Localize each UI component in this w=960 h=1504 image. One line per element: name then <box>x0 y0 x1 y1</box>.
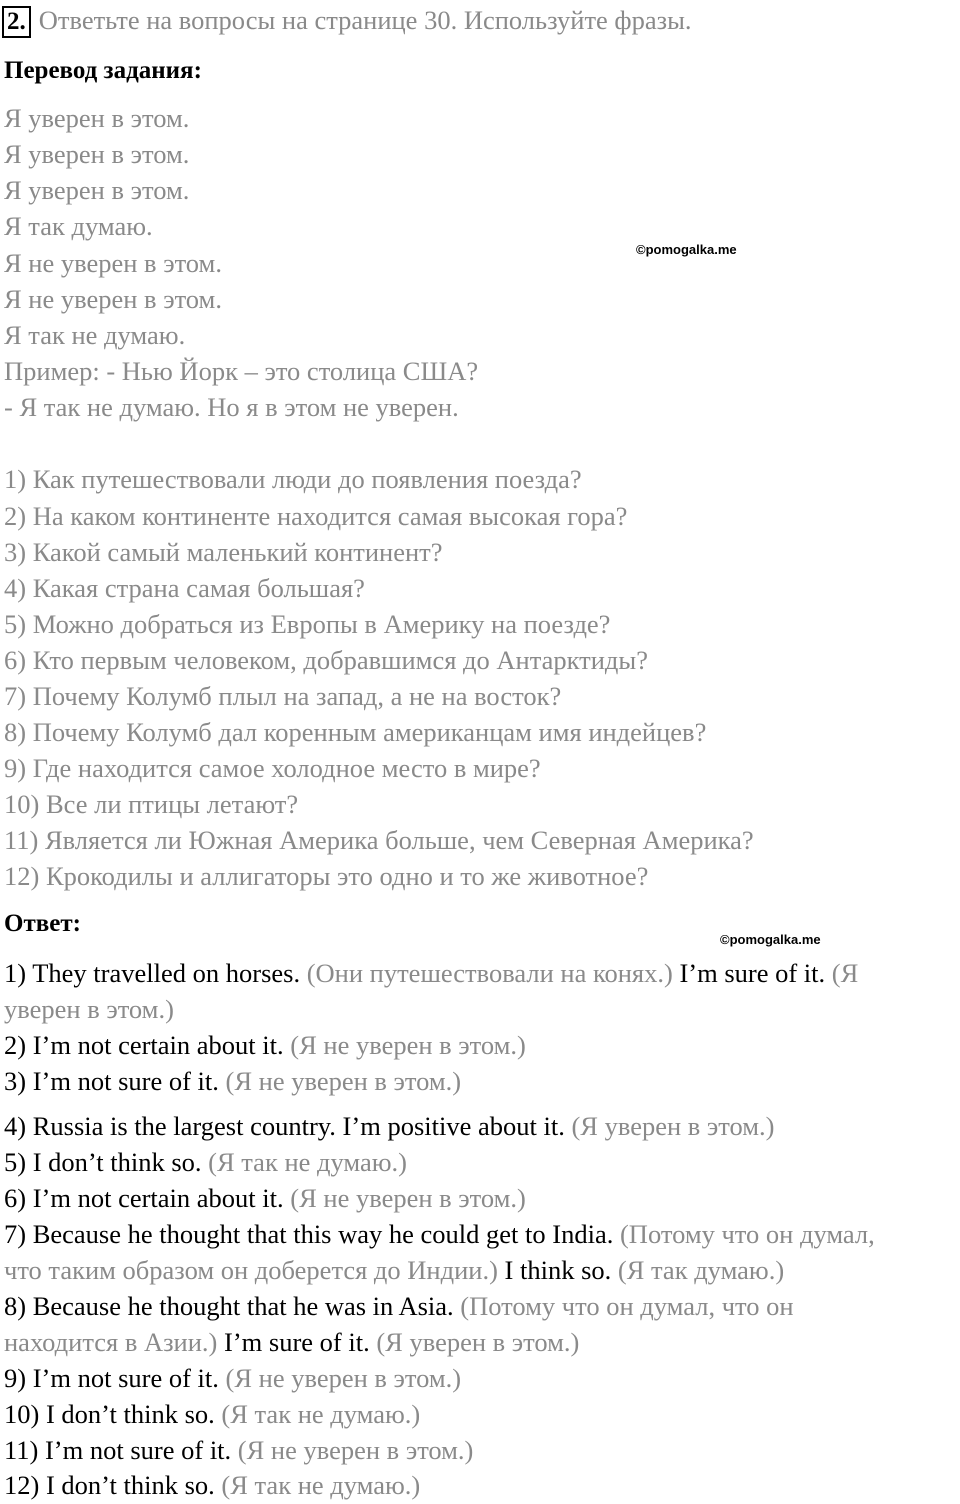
answer-translation: (Я так думаю.) <box>611 1255 785 1285</box>
answer-text: 10) I don’t think so. <box>4 1399 215 1429</box>
answer-8-continued <box>4 1324 579 1360</box>
answer-text: 7) Because he thought that this way he could get to India. <box>4 1219 614 1249</box>
question: 3) Какой самый маленький континент? <box>4 537 443 567</box>
answer-3 <box>4 1063 461 1099</box>
answer-7 <box>4 1216 875 1252</box>
question: 1) Как путешествовали люди до появления поезда? <box>4 464 582 494</box>
answer-text: 3) I’m not sure of it. <box>4 1066 219 1096</box>
example-question: Пример: - Нью Йорк – это столица США? <box>4 356 479 386</box>
answer-text: 6) I’m not certain about it. <box>4 1183 284 1213</box>
answer-text: 8) Because he thought that he was in Asia. <box>4 1291 454 1321</box>
answer-text: 9) I’m not sure of it. <box>4 1363 219 1393</box>
answer-text: I’m sure of it. <box>217 1327 370 1357</box>
task-header <box>2 2 692 38</box>
question: 11) Является ли Южная Америка больше, чем Северная Америка? <box>4 825 754 855</box>
answer-translation: (Я уверен в этом.) <box>564 1111 775 1141</box>
answer-text: I think so. <box>497 1255 612 1285</box>
answer-text: 2) I’m not certain about it. <box>4 1030 284 1060</box>
answer-text: 4) Russia is the largest country. I’m positive about it. <box>4 1111 565 1141</box>
answer-8 <box>4 1288 794 1324</box>
phrase: Я уверен в этом. <box>4 139 190 169</box>
question: 8) Почему Колумб дал коренным американцам имя индейцев? <box>4 717 707 747</box>
answer-translation: находится в Азии.) <box>4 1327 218 1357</box>
answer-text: 5) I don’t think so. <box>4 1147 202 1177</box>
answer-translation: (Я не уверен в этом.) <box>283 1030 526 1060</box>
answer-11 <box>4 1432 473 1468</box>
question: 9) Где находится самое холодное место в мире? <box>4 753 541 783</box>
phrase: Я уверен в этом. <box>4 103 190 133</box>
question: 2) На каком континенте находится самая высокая гора? <box>4 501 628 531</box>
answer-translation: (Я не уверен в этом.) <box>218 1066 462 1096</box>
answer-4 <box>4 1108 775 1144</box>
answer-translation: (Я уверен в этом.) <box>369 1327 580 1357</box>
phrase: Я уверен в этом. <box>4 175 190 205</box>
answer-1 <box>4 955 858 991</box>
question: 4) Какая страна самая большая? <box>4 573 365 603</box>
question: 6) Кто первым человеком, добравшимся до Антарктиды? <box>4 645 648 675</box>
answer-10 <box>4 1396 420 1432</box>
answer-translation: (Я так не думаю.) <box>214 1470 421 1500</box>
answer-9 <box>4 1360 461 1396</box>
question: 10) Все ли птицы летают? <box>4 789 299 819</box>
phrase: Я так не думаю. <box>4 320 186 350</box>
answer-text: I’m sure of it. <box>672 958 826 988</box>
answer-translation: (Я <box>825 958 859 988</box>
phrase: Я не уверен в этом. <box>4 284 222 314</box>
answer-12 <box>4 1467 420 1503</box>
watermark: ©pomogalka.me <box>720 932 821 947</box>
question: 12) Крокодилы и аллигаторы это одно и то же животное? <box>4 861 649 891</box>
answer-translation: (Они путешествовали на конях.) <box>300 958 673 988</box>
translation-heading: Перевод задания: <box>4 57 202 84</box>
task-instruction: Ответьте на вопросы на странице 30. Используйте фразы. <box>38 5 692 35</box>
phrase: Я не уверен в этом. <box>4 248 222 278</box>
answer-text: 12) I don’t think so. <box>4 1470 215 1500</box>
answer-heading: Ответ: <box>4 910 81 937</box>
answer-translation: (Я так не думаю.) <box>214 1399 421 1429</box>
answer-6 <box>4 1180 526 1216</box>
answer-translation: что таким образом он доберется до Индии.) <box>4 1255 498 1285</box>
answer-7-continued <box>4 1252 784 1288</box>
answer-5 <box>4 1144 407 1180</box>
answer-text: 11) I’m not sure of it. <box>4 1435 232 1465</box>
task-number: 2. <box>2 6 31 38</box>
watermark: ©pomogalka.me <box>636 242 737 257</box>
answer-2 <box>4 1027 526 1063</box>
answer-text: 1) They travelled on horses. <box>4 958 301 988</box>
question: 7) Почему Колумб плыл на запад, а не на восток? <box>4 681 562 711</box>
phrase: Я так думаю. <box>4 211 153 241</box>
answer-translation: (Я не уверен в этом.) <box>283 1183 526 1213</box>
answer-translation: (Я не уверен в этом.) <box>231 1435 474 1465</box>
answer-translation: (Я не уверен в этом.) <box>218 1363 462 1393</box>
answer-translation: (Потому что он думал, что он <box>453 1291 794 1321</box>
example-answer: - Я так не думаю. Но я в этом не уверен. <box>4 392 459 422</box>
answer-translation: (Потому что он думал, <box>613 1219 875 1249</box>
question: 5) Можно добраться из Европы в Америку на поезде? <box>4 609 611 639</box>
answer-translation: (Я так не думаю.) <box>201 1147 407 1177</box>
answer-1-continued: уверен в этом.) <box>4 994 174 1024</box>
